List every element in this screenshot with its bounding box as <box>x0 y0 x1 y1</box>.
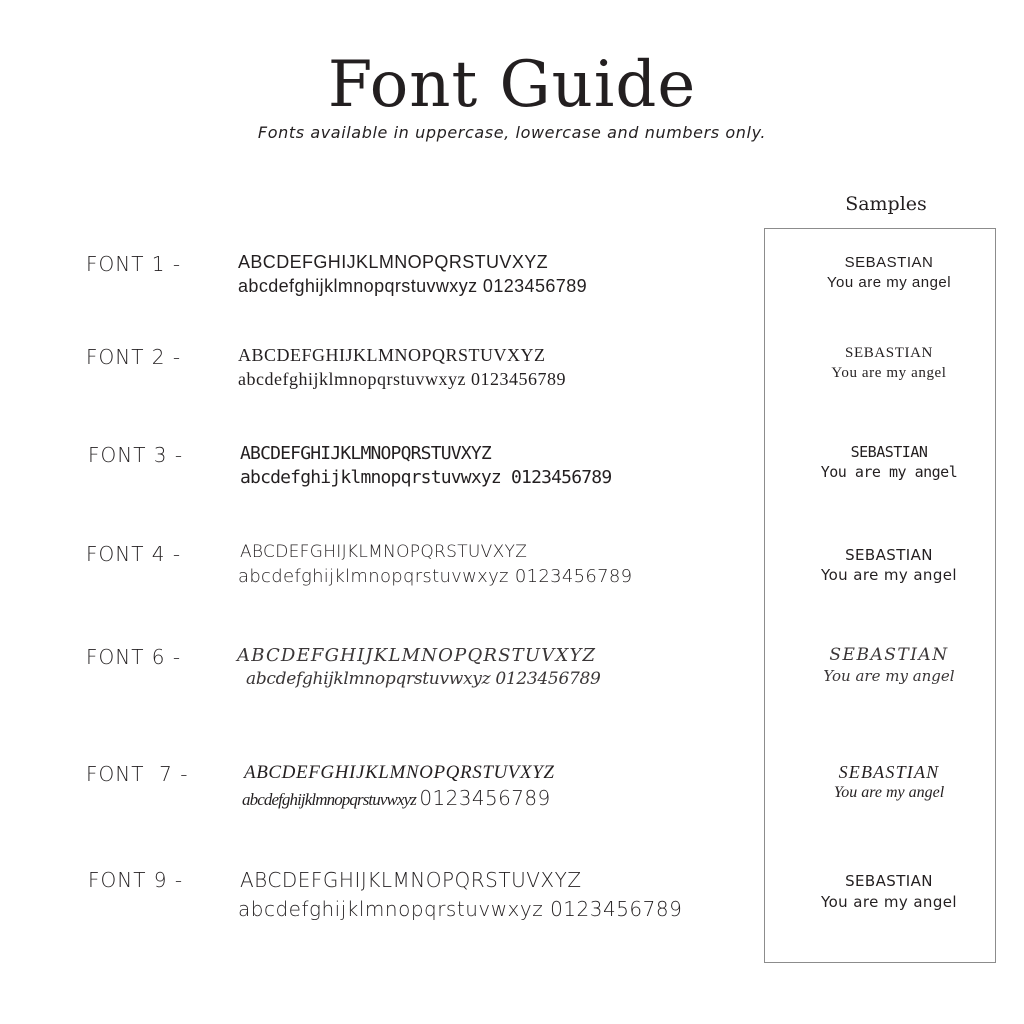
sample-name: SEBASTIAN <box>850 443 928 461</box>
font-label: FONT 2 - <box>86 345 182 369</box>
font-label: FONT 9 - <box>88 868 184 892</box>
sample-phrase: You are my angel <box>821 893 957 911</box>
sample-name: SEBASTIAN <box>844 254 934 271</box>
lowercase-alphabet: abcdefghijklmnopqrstuvwxyz 0123456789 <box>238 566 633 587</box>
font-label: FONT 4 - <box>86 542 182 566</box>
lowercase-alphabet <box>242 786 551 810</box>
sample-name: SEBASTIAN <box>845 546 933 564</box>
lowercase-alphabet: abcdefghijklmnopqrstuvwxyz 0123456789 <box>246 669 601 689</box>
uppercase-alphabet: ABCDEFGHIJKLMNOPQRSTUVXYZ <box>240 542 528 562</box>
uppercase-alphabet: ABCDEFGHIJKLMNOPQRSTUVXYZ <box>244 762 555 783</box>
sample-phrase: You are my angel <box>826 274 952 291</box>
samples-heading: Samples <box>845 193 927 215</box>
sample-name: SEBASTIAN <box>845 872 933 890</box>
font-label: FONT 3 - <box>88 443 184 467</box>
font-row-3 <box>0 443 1024 523</box>
font-label: FONT 7 - <box>86 762 189 786</box>
lowercase-alphabet: abcdefghijklmnopqrstuvwxyz 0123456789 <box>238 897 683 921</box>
lowercase-alphabet: abcdefghijklmnopqrstuvwxyz 0123456789 <box>238 276 588 296</box>
sample-phrase: You are my angel <box>833 784 945 801</box>
page-subtitle: Fonts available in uppercase, lowercase and numbers only. <box>257 123 767 142</box>
uppercase-alphabet: ABCDEFGHIJKLMNOPQRSTUVXYZ <box>238 345 546 365</box>
font-row-7 <box>0 762 1024 842</box>
font-row-2 <box>0 345 1024 425</box>
lowercase-alphabet: abcdefghijklmnopqrstuvwxyz 0123456789 <box>240 467 612 488</box>
sample-name: SEBASTIAN <box>829 645 949 665</box>
uppercase-alphabet: ABCDEFGHIJKLMNOPQRSTUVXYZ <box>240 443 491 464</box>
sample-name: SEBASTIAN <box>838 762 940 782</box>
sample-phrase: You are my angel <box>821 566 957 584</box>
font-row-1 <box>0 252 1024 332</box>
sample-phrase: You are my angel <box>823 667 955 685</box>
lowercase-letters: abcdefghijklmnopqrstuvwxyz <box>242 790 416 809</box>
font-row-6 <box>0 645 1024 725</box>
sample-phrase: You are my angel <box>831 365 947 381</box>
font-row-4 <box>0 542 1024 622</box>
uppercase-alphabet: ABCDEFGHIJKLMNOPQRSTUVXYZ <box>238 252 549 272</box>
uppercase-alphabet: ABCDEFGHIJKLMNOPQRSTUVXYZ <box>237 645 597 666</box>
font-label: FONT 1 - <box>86 252 182 276</box>
font-label: FONT 6 - <box>86 645 182 669</box>
lowercase-alphabet: abcdefghijklmnopqrstuvwxyz 0123456789 <box>238 369 566 389</box>
uppercase-alphabet: ABCDEFGHIJKLMNOPQRSTUVXYZ <box>240 868 582 892</box>
lowercase-digits: 0123456789 <box>419 786 551 810</box>
sample-phrase: You are my angel <box>820 463 958 481</box>
font-row-9 <box>0 868 1024 948</box>
sample-name: SEBASTIAN <box>845 345 933 361</box>
page-title: Font Guide <box>327 48 697 122</box>
